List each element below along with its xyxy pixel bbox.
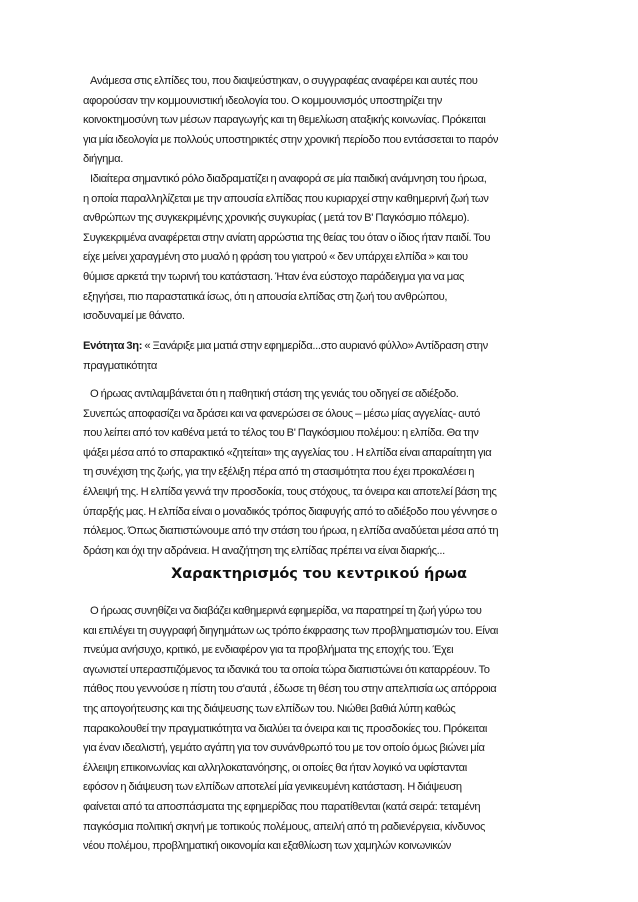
text-line: Ο ήρωας αντιλαμβάνεται ότι η παθητική στάση της γενιάς του οδηγεί σε αδιέξοδο.	[90, 388, 459, 400]
section-3-title: « Ξανάριξε μια ματιά στην εφημερίδα...στο αυριανό φύλλο» Αντίδραση στην	[142, 340, 488, 352]
text-line: κοινοκτημοσύνη των μέσων παραγωγής και τη θεμελίωση αταξικής κοινωνίας. Πρόκειται	[83, 114, 486, 127]
text-line: πνεύμα ανήσυχο, κριτικό, με ενδιαφέρον για τα προβλήματα της εποχής του. Έχει	[83, 644, 454, 657]
text-line: που λείπει από τον καθένα μετά το τέλος του Β' Παγκόσμιου πολέμου: η ελπίδα. Θα την	[83, 427, 479, 440]
text-line: Ο ήρωας συνηθίζει να διαβάζει καθημερινά εφημερίδα, να παρατηρεί τη ζωή γύρω του	[90, 605, 482, 617]
text-line: πόλεμος. Όπως διαπιστώνουμε από την στάση του ήρωα, η ελπίδα αναδύεται μέσα από τη	[83, 525, 499, 538]
text-line: και επιλέγει τη συγγραφή διηγημάτων ως τρόπο έκφρασης των προβληματισμών του. Είναι	[83, 624, 498, 637]
text-line: για έναν ιδεαλιστή, γεμάτο αγάπη για τον συνάνθρωπό του με τον οποίο όμως βιώνει μία	[83, 742, 485, 755]
section-3-title-continued: πραγματικότητα	[83, 359, 157, 372]
text-line: Συγκεκριμένα αναφέρεται στην ανίατη αρρώστια της θείας του όταν ο ίδιος ήταν παιδί. Του	[83, 231, 491, 244]
text-line: εξηγήσει, πιο παραστατικά ίσως, ότι η απουσία ελπίδας στη ζωή του ανθρώπου,	[83, 290, 448, 303]
text-line: φαίνεται από τα αποσπάσματα της εφημερίδας που παρατίθενται (κατά σειρά: τεταμένη	[83, 800, 481, 813]
paragraph-hope-search	[83, 385, 558, 561]
section-3-title-line	[83, 337, 558, 357]
paragraph-hero-character	[83, 602, 558, 857]
text-line: θύμισε αρκετά την τωρινή του κατάσταση. Ήταν ένα εύστοχο παράδειγμα για να μας	[83, 270, 465, 283]
paragraph-communism	[83, 72, 558, 170]
text-line: νέου πολέμου, προβληματική οικονομία και εξαθλίωση των χαμηλών κοινωνικών	[83, 840, 452, 853]
text-line: η οποία παραλληλίζεται με την απουσία ελπίδας που κυριαρχεί στην καθημερινή ζωή των	[83, 192, 489, 205]
text-line: διήγημα.	[83, 153, 123, 166]
text-line: πάθος που γεννούσε η πίστη του σ'αυτά , έδωσε τη θέση του στην απελπισία ως απόρροια	[83, 683, 497, 696]
paragraph-childhood-memory	[83, 170, 558, 327]
text-line: ανθρώπων της συγκεκριμένης χρονικής συγκυρίας ( μετά τον Β' Παγκόσμιο πόλεμο).	[83, 212, 470, 225]
text-line: παρακολουθεί την πραγματικότητα να διαλύει τα όνειρα και τις προσδοκίες του. Πρόκειται	[83, 722, 487, 735]
text-line: αφορούσαν την κομμουνιστική ιδεολογία του. Ο κομμουνισμός υποστηρίζει την	[83, 94, 442, 107]
character-heading: Χαρακτηρισμός του κεντρικού ήρωα	[171, 566, 467, 582]
text-line: είχε μείνει χαραγμένη στο μυαλό η φράση του γιατρού « δεν υπάρχει ελπίδα » και του	[83, 251, 468, 264]
text-line: ισοδυναμεί με θάνατο.	[83, 310, 185, 323]
text-line: ψάξει μέσα από το σπαρακτικό «ζητείται» της αγγελίας του . Η ελπίδα είναι απαραίτητη για	[83, 446, 492, 459]
text-line: έλλειψη επικοινωνίας και αλληλοκατανόησης, οι οποίες θα ήταν λογικό να υφίστανται	[83, 761, 467, 774]
text-line: Ιδιαίτερα σημαντικό ρόλο διαδραματίζει η αναφορά σε μία παιδική ανάμνηση του ήρωα,	[90, 173, 487, 185]
text-line: για μία ιδεολογία με πολλούς υποστηρικτές στην χρονική περίοδο που εντάσσεται το παρόν	[83, 133, 499, 146]
text-line: τη συνέχιση της ζωής, για την εξέλιξη πέρα από τη στασιμότητα που έχει προκαλέσει η	[83, 466, 475, 479]
text-line: της απογοήτευσης και της διάψευσης των ελπίδων του. Νιώθει βαθιά λύπη καθώς	[83, 702, 456, 715]
text-line: εφόσον η διάψευση των ελπίδων αποτελεί μία γενικευμένη κατάσταση. Η διάψευση	[83, 781, 462, 794]
text-line: Συνεπώς αποφασίζει να δράσει και να φανερώσει σε όλους – μέσω μίας αγγελίας- αυτό	[83, 407, 481, 420]
text-line: έλλειψή της. Η ελπίδα γεννά την προσδοκία, τους στόχους, τα όνειρα και αποτελεί βάση της	[83, 485, 497, 498]
section-3-label: Ενότητα 3η:	[83, 340, 143, 352]
text-line: δράση και όχι την αδράνεια. Η αναζήτηση της ελπίδας πρέπει να είναι διαρκής...	[83, 544, 445, 557]
text-line: παγκόσμια πολιτική σκηνή με τοπικούς πολέμους, απειλή από τη ραδιενέργεια, κίνδυνος	[83, 820, 485, 833]
text-line: ύπαρξής μας. Η ελπίδα είναι ο μοναδικός τρόπος διαφυγής από το αδιέξοδο που γέννησε ο	[83, 505, 497, 518]
section-3-heading	[83, 337, 558, 376]
text-line: αγωνιστεί υπερασπιζόμενος τα ιδανικά του τα οποία τώρα διαπιστώνει ότι καταρρέουν. Το	[83, 663, 490, 676]
text-line: Ανάμεσα στις ελπίδες του, που διαψεύστηκαν, ο συγγραφέας αναφέρει και αυτές που	[90, 75, 478, 87]
